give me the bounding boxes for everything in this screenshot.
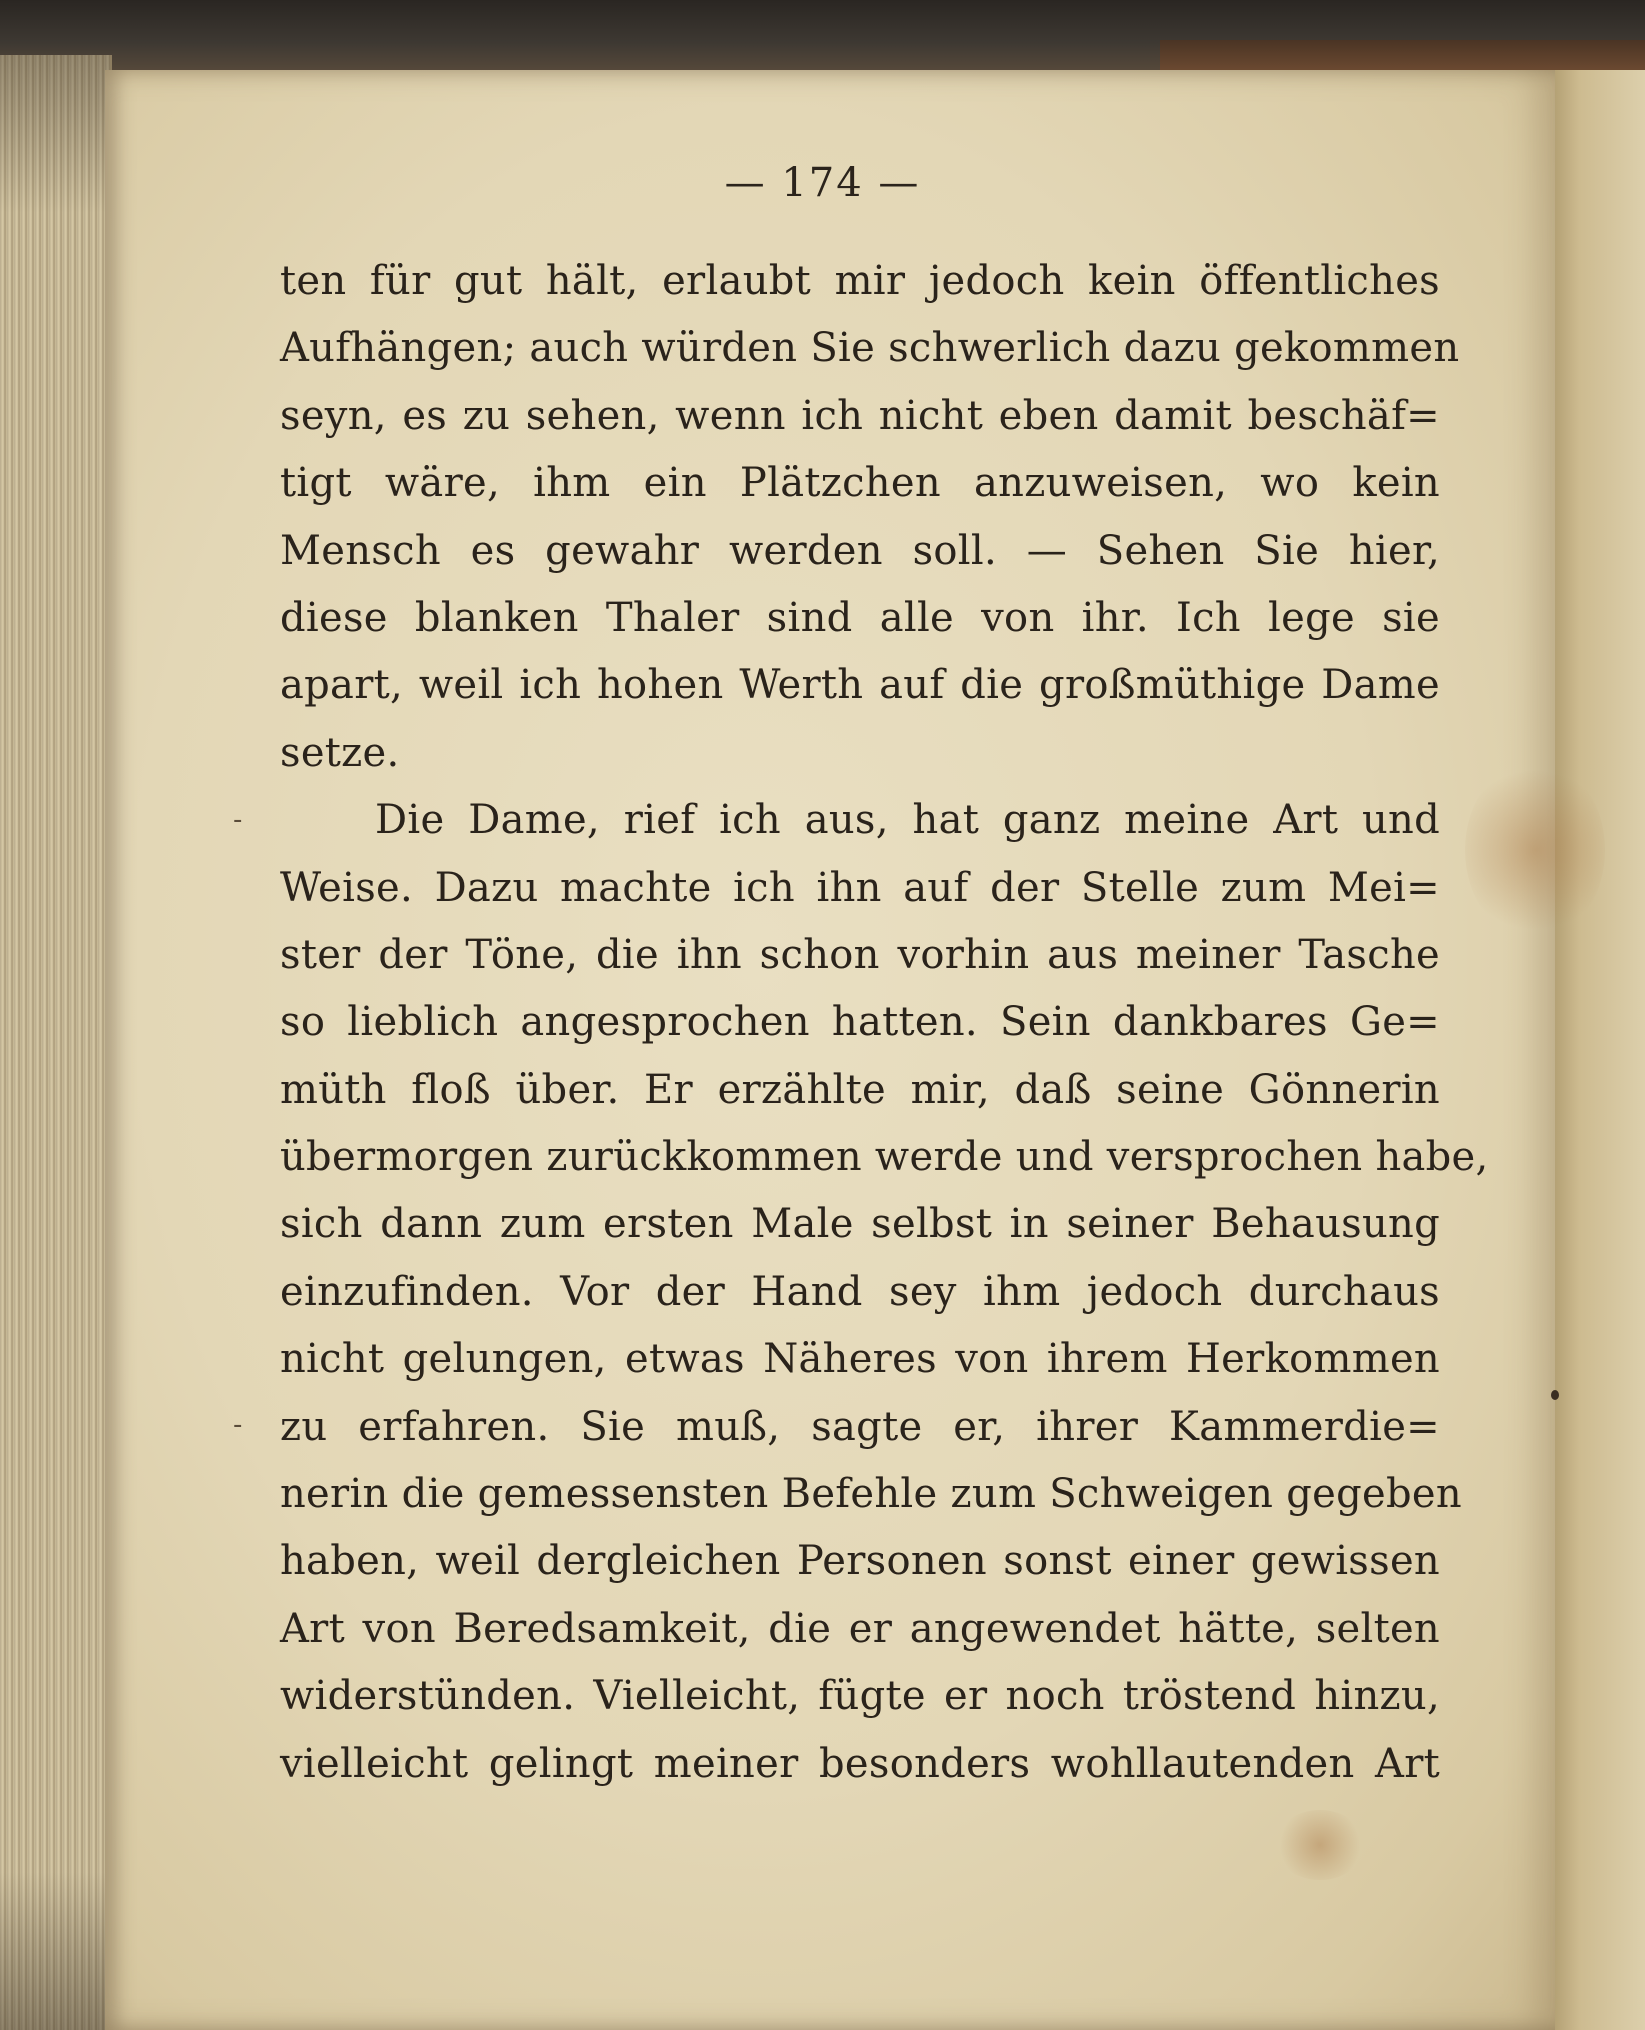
foxing-stain: [1465, 760, 1605, 940]
text-line: nicht gelungen, etwas Näheres von ihrem Herkommen: [280, 1336, 1440, 1383]
margin-mark: -: [233, 1410, 243, 1440]
margin-mark: -: [233, 805, 243, 835]
text-line: setze.: [280, 729, 400, 776]
text-line: vielleicht gelingt meiner besonders wohllautenden Art: [280, 1740, 1440, 1787]
text-line: seyn, es zu sehen, wenn ich nicht eben damit beschäf=: [280, 392, 1440, 439]
page-edge-stack: [0, 55, 112, 2030]
text-line: nerin die gemessensten Befehle zum Schweigen gegeben: [280, 1471, 1462, 1518]
text-line: müth floß über. Er erzählte mir, daß seine Gönnerin: [280, 1066, 1440, 1113]
text-line: sich dann zum ersten Male selbst in seiner Behausung: [280, 1201, 1440, 1248]
facing-page-gutter: [1540, 70, 1645, 2030]
text-line: einzufinden. Vor der Hand sey ihm jedoch durchaus: [280, 1268, 1440, 1315]
text-line: tigt wäre, ihm ein Plätzchen anzuweisen, wo kein: [280, 460, 1440, 507]
text-line: apart, weil ich hohen Werth auf die großmüthige Dame: [280, 662, 1440, 709]
text-line: zu erfahren. Sie muß, sagte er, ihrer Kammerdie=: [280, 1403, 1440, 1450]
text-line: Mensch es gewahr werden soll. — Sehen Sie hier,: [280, 527, 1440, 574]
ink-speck: [1551, 1390, 1559, 1400]
text-line: so lieblich angesprochen hatten. Sein dankbares Ge=: [280, 999, 1440, 1046]
text-line: haben, weil dergleichen Personen sonst einer gewissen: [280, 1538, 1440, 1585]
foxing-stain: [1275, 1810, 1365, 1880]
text-line: Aufhängen; auch würden Sie schwerlich dazu gekommen: [280, 325, 1460, 372]
text-line: ster der Töne, die ihn schon vorhin aus meiner Tasche: [280, 931, 1440, 978]
text-line: diese blanken Thaler sind alle von ihr. Ich lege sie: [280, 594, 1440, 641]
text-line: widerstünden. Vielleicht, fügte er noch tröstend hinzu,: [280, 1673, 1440, 1720]
text-line: ten für gut hält, erlaubt mir jedoch kein öffentliches: [280, 258, 1440, 304]
text-line: übermorgen zurückkommen werde und versprochen habe,: [280, 1134, 1489, 1181]
text-line: Die Dame, rief ich aus, hat ganz meine Art und: [375, 797, 1440, 844]
text-line: Weise. Dazu machte ich ihn auf der Stelle zum Mei=: [280, 864, 1440, 911]
body-text: [280, 248, 1489, 1798]
text-line: Art von Beredsamkeit, die er angewendet hätte, selten: [280, 1605, 1440, 1652]
page-number: — 174 —: [724, 160, 921, 206]
